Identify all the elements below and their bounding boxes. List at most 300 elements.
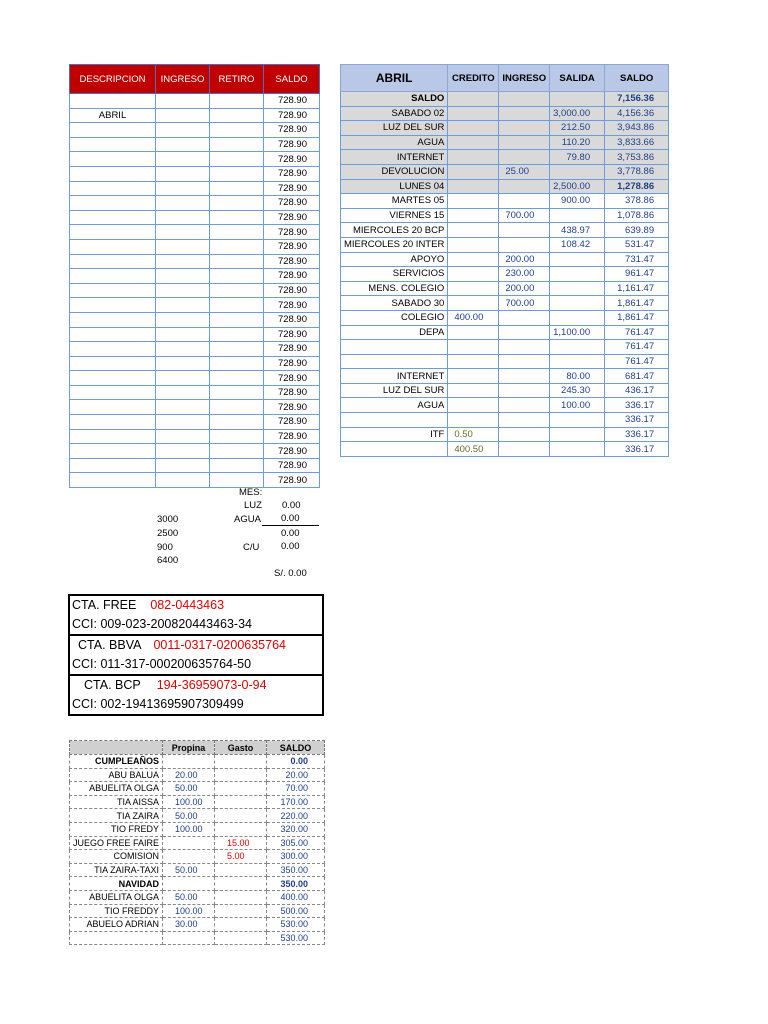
cell-saldo: 639.89	[605, 223, 669, 238]
table-row	[341, 179, 669, 194]
cell-saldo: 436.17	[605, 383, 669, 398]
cu-label: C/U	[243, 542, 260, 553]
ledger-left-header-row	[70, 65, 320, 94]
blank-value: 0.00	[281, 528, 300, 539]
cell-salida	[550, 164, 605, 179]
cell-retiro	[210, 123, 264, 138]
cell-salida: 108.42	[550, 237, 605, 252]
cell-descripcion	[70, 137, 156, 152]
cell-concepto: MENS. COLEGIO	[341, 281, 448, 296]
cell-retiro	[210, 181, 264, 196]
cell-retiro	[210, 239, 264, 254]
cell-descripcion	[70, 123, 156, 138]
cell-retiro	[210, 371, 264, 386]
table-row	[341, 150, 669, 165]
cell-concepto: TIA AISSA	[70, 795, 163, 809]
cell-salida	[550, 267, 605, 282]
cell-ingreso	[499, 150, 550, 165]
table-row	[341, 208, 669, 223]
cell-saldo: 728.90	[264, 385, 320, 400]
cell-descripcion	[70, 181, 156, 196]
cell-ingreso	[499, 442, 550, 457]
cell-saldo: 350.00	[267, 877, 325, 891]
table-row	[70, 225, 320, 240]
table-row	[341, 383, 669, 398]
cell-concepto	[341, 442, 448, 457]
table-row	[70, 458, 320, 473]
table-row	[341, 413, 669, 428]
cell-ingreso	[156, 298, 210, 313]
total-value: S/. 0.00	[274, 568, 307, 579]
cell-propina: 100.00	[163, 904, 215, 918]
cell-ingreso	[499, 135, 550, 150]
cell-salida	[550, 442, 605, 457]
cell-ingreso	[156, 415, 210, 430]
cell-propina: 30.00	[163, 918, 215, 932]
cell-propina: 100.00	[163, 795, 215, 809]
cell-credito	[448, 398, 499, 413]
table-row	[70, 108, 320, 123]
cell-ingreso	[156, 254, 210, 269]
cell-salida: 100.00	[550, 398, 605, 413]
cell-ingreso	[156, 473, 210, 488]
cell-ingreso	[499, 106, 550, 121]
cell-descripcion	[70, 269, 156, 284]
table-row	[70, 863, 325, 877]
header-saldo: SALDO	[264, 65, 320, 94]
cell-salida: 1,100.00	[550, 325, 605, 340]
cell-ingreso: 230.00	[499, 267, 550, 282]
header-blank	[70, 741, 163, 755]
cell-ingreso	[156, 225, 210, 240]
cell-ingreso	[156, 196, 210, 211]
cell-saldo: 761.47	[605, 325, 669, 340]
cell-ingreso	[156, 166, 210, 181]
table-row	[341, 325, 669, 340]
cell-concepto: APOYO	[341, 252, 448, 267]
cell-credito: 400.00	[448, 310, 499, 325]
header-saldo: SALDO	[605, 65, 669, 92]
cell-ingreso	[499, 179, 550, 194]
cell-concepto: MIERCOLES 20 INTER	[341, 237, 448, 252]
cell-ingreso	[156, 342, 210, 357]
cell-ingreso	[499, 369, 550, 384]
account-name: CTA. BBVA	[78, 638, 142, 652]
cell-gasto	[215, 890, 267, 904]
cell-ingreso	[156, 385, 210, 400]
cell-saldo: 7,156.36	[605, 92, 669, 107]
cell-salida	[550, 354, 605, 369]
account-number: 194-36959073-0-94	[156, 678, 267, 692]
cell-saldo: 728.90	[264, 166, 320, 181]
cell-concepto: DEVOLUCION	[341, 164, 448, 179]
table-row	[70, 239, 320, 254]
cell-saldo: 728.90	[264, 225, 320, 240]
cell-salida	[550, 208, 605, 223]
cell-salida: 438.97	[550, 223, 605, 238]
table-row	[341, 223, 669, 238]
table-row	[70, 890, 325, 904]
cell-ingreso	[156, 94, 210, 109]
cell-gasto	[215, 918, 267, 932]
cell-credito	[448, 179, 499, 194]
luz-value: 0.00	[282, 500, 301, 511]
cell-credito	[448, 369, 499, 384]
cell-retiro	[210, 429, 264, 444]
cell-saldo: 1,861.47	[605, 310, 669, 325]
cell-saldo: 728.90	[264, 444, 320, 459]
table-row	[70, 809, 325, 823]
cell-concepto: ABUELO ADRIAN	[70, 918, 163, 932]
cell-concepto: MIERCOLES 20 BCP	[341, 223, 448, 238]
cell-gasto	[215, 795, 267, 809]
cell-saldo: 728.90	[264, 356, 320, 371]
cell-ingreso	[156, 269, 210, 284]
cell-propina	[163, 931, 215, 945]
cell-saldo: 320.00	[267, 822, 325, 836]
table-row	[70, 415, 320, 430]
cell-saldo: 728.90	[264, 254, 320, 269]
table-row	[341, 135, 669, 150]
luz-label: LUZ	[244, 500, 262, 511]
cell-concepto: ITF	[341, 427, 448, 442]
account-cci: CCI: 009-023-200820443463-34	[72, 617, 252, 631]
cell-concepto: MARTES 05	[341, 194, 448, 209]
cell-saldo: 728.90	[264, 108, 320, 123]
cell-retiro	[210, 444, 264, 459]
cell-retiro	[210, 283, 264, 298]
cell-saldo: 728.90	[264, 210, 320, 225]
table-row	[341, 267, 669, 282]
cell-concepto: TIA ZAIRA	[70, 809, 163, 823]
cell-saldo: 1,161.47	[605, 281, 669, 296]
cell-credito	[448, 413, 499, 428]
cell-salida: 79.80	[550, 150, 605, 165]
cell-saldo: 400.00	[267, 890, 325, 904]
cell-concepto: ABU BALUA	[70, 768, 163, 782]
table-row	[70, 152, 320, 167]
table-row	[70, 137, 320, 152]
table-row	[70, 210, 320, 225]
cell-credito	[448, 340, 499, 355]
cell-credito	[448, 383, 499, 398]
mes-label: MES:	[239, 487, 263, 498]
table-row	[70, 196, 320, 211]
cell-retiro	[210, 210, 264, 225]
cell-concepto	[70, 931, 163, 945]
cell-propina	[163, 836, 215, 850]
cell-ingreso	[156, 210, 210, 225]
cell-retiro	[210, 458, 264, 473]
cell-ingreso	[156, 458, 210, 473]
cell-concepto	[341, 413, 448, 428]
header-gasto: Gasto	[215, 741, 267, 755]
table-row	[70, 755, 325, 769]
table-row	[70, 918, 325, 932]
cell-concepto: COLEGIO	[341, 310, 448, 325]
cell-descripcion	[70, 239, 156, 254]
table-row	[70, 356, 320, 371]
cell-retiro	[210, 385, 264, 400]
cell-saldo: 728.90	[264, 312, 320, 327]
cell-saldo: 761.47	[605, 354, 669, 369]
cell-descripcion	[70, 94, 156, 109]
cell-concepto: AGUA	[341, 135, 448, 150]
cell-saldo: 3,943.86	[605, 121, 669, 136]
bank-accounts-box	[68, 594, 324, 716]
cell-descripcion	[70, 210, 156, 225]
table-row	[70, 836, 325, 850]
cell-gasto	[215, 863, 267, 877]
table-row	[70, 795, 325, 809]
cell-propina: 50.00	[163, 890, 215, 904]
cell-gasto	[215, 782, 267, 796]
header-descripcion: DESCRIPCION	[70, 65, 156, 94]
cell-credito: 400.50	[448, 442, 499, 457]
cell-saldo: 378.86	[605, 194, 669, 209]
account-bbva	[70, 636, 322, 676]
cell-ingreso	[499, 340, 550, 355]
cell-concepto: VIERNES 15	[341, 208, 448, 223]
cell-ingreso	[156, 108, 210, 123]
cell-descripcion	[70, 385, 156, 400]
cell-descripcion	[70, 196, 156, 211]
table-row	[341, 398, 669, 413]
cell-ingreso	[499, 427, 550, 442]
cell-descripcion	[70, 225, 156, 240]
cell-concepto: LUNES 04	[341, 179, 448, 194]
cell-descripcion	[70, 429, 156, 444]
table-row	[70, 444, 320, 459]
cell-saldo: 961.47	[605, 267, 669, 282]
table-row	[70, 298, 320, 313]
cell-saldo: 728.90	[264, 400, 320, 415]
cell-saldo: 336.17	[605, 413, 669, 428]
cell-retiro	[210, 298, 264, 313]
cell-saldo: 530.00	[267, 931, 325, 945]
cell-saldo: 728.90	[264, 239, 320, 254]
header-salida: SALIDA	[550, 65, 605, 92]
cell-saldo: 350.00	[267, 863, 325, 877]
cell-saldo: 728.90	[264, 137, 320, 152]
cell-credito	[448, 296, 499, 311]
cell-concepto: TIO FREDY	[70, 822, 163, 836]
cell-concepto: SALDO	[341, 92, 448, 107]
table-row	[70, 371, 320, 386]
cell-ingreso	[499, 92, 550, 107]
cell-retiro	[210, 312, 264, 327]
cell-retiro	[210, 196, 264, 211]
cell-gasto	[215, 877, 267, 891]
table-row	[70, 123, 320, 138]
cell-salida	[550, 340, 605, 355]
cell-saldo: 1,078.86	[605, 208, 669, 223]
cell-ingreso	[156, 239, 210, 254]
cell-salida	[550, 92, 605, 107]
cell-retiro	[210, 152, 264, 167]
cell-saldo: 728.90	[264, 123, 320, 138]
cell-salida: 245.30	[550, 383, 605, 398]
cell-saldo: 1,861.47	[605, 296, 669, 311]
table-row	[341, 121, 669, 136]
table-row	[70, 850, 325, 864]
cell-retiro	[210, 415, 264, 430]
agua-value: 0.00	[281, 513, 300, 524]
cell-descripcion	[70, 342, 156, 357]
cell-concepto: LUZ DEL SUR	[341, 383, 448, 398]
table-row	[70, 768, 325, 782]
cell-descripcion	[70, 298, 156, 313]
cell-descripcion	[70, 327, 156, 342]
cell-descripcion: ABRIL	[70, 108, 156, 123]
table-row	[341, 369, 669, 384]
account-number: 0011-0317-0200635764	[153, 638, 286, 652]
account-free	[70, 596, 322, 636]
cell-concepto: LUZ DEL SUR	[341, 121, 448, 136]
table-row	[341, 281, 669, 296]
header-ingreso: INGRESO	[156, 65, 210, 94]
cell-saldo: 3,778.86	[605, 164, 669, 179]
cell-saldo: 300.00	[267, 850, 325, 864]
cell-saldo: 728.90	[264, 342, 320, 357]
cell-retiro	[210, 254, 264, 269]
account-number: 082-0443463	[150, 598, 225, 612]
cell-credito	[448, 354, 499, 369]
cell-ingreso	[156, 429, 210, 444]
cell-salida	[550, 281, 605, 296]
table-row	[70, 312, 320, 327]
cell-saldo: 336.17	[605, 427, 669, 442]
cell-propina: 50.00	[163, 782, 215, 796]
cell-credito: 0.50	[448, 427, 499, 442]
cell-descripcion	[70, 371, 156, 386]
cell-credito	[448, 325, 499, 340]
cell-concepto: INTERNET	[341, 150, 448, 165]
cell-gasto: 5.00	[215, 850, 267, 864]
cell-saldo: 20.00	[267, 768, 325, 782]
cell-saldo: 728.90	[264, 196, 320, 211]
cell-ingreso: 200.00	[499, 281, 550, 296]
cell-saldo: 728.90	[264, 283, 320, 298]
cell-descripcion	[70, 254, 156, 269]
table-row	[341, 340, 669, 355]
cell-descripcion	[70, 312, 156, 327]
left-number: 3000	[157, 514, 179, 525]
cell-ingreso	[156, 137, 210, 152]
cell-concepto	[341, 340, 448, 355]
cell-saldo: 731.47	[605, 252, 669, 267]
table-row	[70, 327, 320, 342]
cell-gasto	[215, 822, 267, 836]
cell-saldo: 761.47	[605, 340, 669, 355]
cell-descripcion	[70, 283, 156, 298]
agua-label: AGUA	[234, 514, 261, 525]
cell-credito	[448, 164, 499, 179]
table-row	[341, 194, 669, 209]
cell-ingreso: 700.00	[499, 296, 550, 311]
cell-retiro	[210, 166, 264, 181]
cell-concepto: INTERNET	[341, 369, 448, 384]
cell-concepto: NAVIDAD	[70, 877, 163, 891]
cell-descripcion	[70, 166, 156, 181]
cell-ingreso	[499, 237, 550, 252]
ledger-abril-header-row	[341, 65, 669, 92]
table-row	[70, 931, 325, 945]
cell-saldo: 728.90	[264, 152, 320, 167]
account-bcp	[70, 676, 322, 714]
cell-concepto: AGUA	[341, 398, 448, 413]
cell-credito	[448, 135, 499, 150]
cell-saldo: 728.90	[264, 269, 320, 284]
table-row	[70, 782, 325, 796]
ledger-table-left	[69, 64, 320, 488]
table-row	[70, 94, 320, 109]
cell-ingreso	[499, 121, 550, 136]
cell-saldo: 3,753.86	[605, 150, 669, 165]
cell-ingreso	[156, 312, 210, 327]
cell-propina: 100.00	[163, 822, 215, 836]
cell-ingreso	[499, 354, 550, 369]
table-row	[341, 427, 669, 442]
cell-saldo: 681.47	[605, 369, 669, 384]
table-row	[341, 310, 669, 325]
cell-descripcion	[70, 400, 156, 415]
cell-saldo: 336.17	[605, 442, 669, 457]
header-ingreso: INGRESO	[499, 65, 550, 92]
table-row	[341, 442, 669, 457]
cell-descripcion	[70, 473, 156, 488]
cell-ingreso: 200.00	[499, 252, 550, 267]
cell-gasto	[215, 768, 267, 782]
cell-concepto: SABADO 02	[341, 106, 448, 121]
account-name: CTA. BCP	[84, 678, 141, 692]
header-saldo: SALDO	[267, 741, 325, 755]
sum-divider	[262, 525, 319, 526]
cell-saldo: 728.90	[264, 181, 320, 196]
cell-retiro	[210, 400, 264, 415]
table-row	[341, 296, 669, 311]
cell-ingreso	[156, 356, 210, 371]
cell-credito	[448, 208, 499, 223]
cell-credito	[448, 267, 499, 282]
table-row	[341, 164, 669, 179]
header-abril: ABRIL	[341, 65, 448, 92]
table-row	[70, 877, 325, 891]
cell-ingreso	[156, 371, 210, 386]
ledger-table-abril	[340, 64, 669, 457]
cell-ingreso	[156, 123, 210, 138]
table-row	[70, 254, 320, 269]
cell-saldo: 728.90	[264, 458, 320, 473]
cell-saldo: 728.90	[264, 298, 320, 313]
table-row	[70, 283, 320, 298]
cell-salida	[550, 413, 605, 428]
cell-ingreso	[499, 413, 550, 428]
account-cci: CCI: 002-19413695907309499	[72, 697, 244, 711]
cell-ingreso	[499, 398, 550, 413]
cell-saldo: 336.17	[605, 398, 669, 413]
cell-ingreso	[156, 181, 210, 196]
cell-propina: 50.00	[163, 863, 215, 877]
cell-salida	[550, 427, 605, 442]
propina-table	[69, 740, 325, 945]
cell-saldo: 728.90	[264, 429, 320, 444]
cell-propina	[163, 755, 215, 769]
cell-retiro	[210, 225, 264, 240]
cell-salida	[550, 252, 605, 267]
cell-credito	[448, 150, 499, 165]
cell-salida: 110.20	[550, 135, 605, 150]
